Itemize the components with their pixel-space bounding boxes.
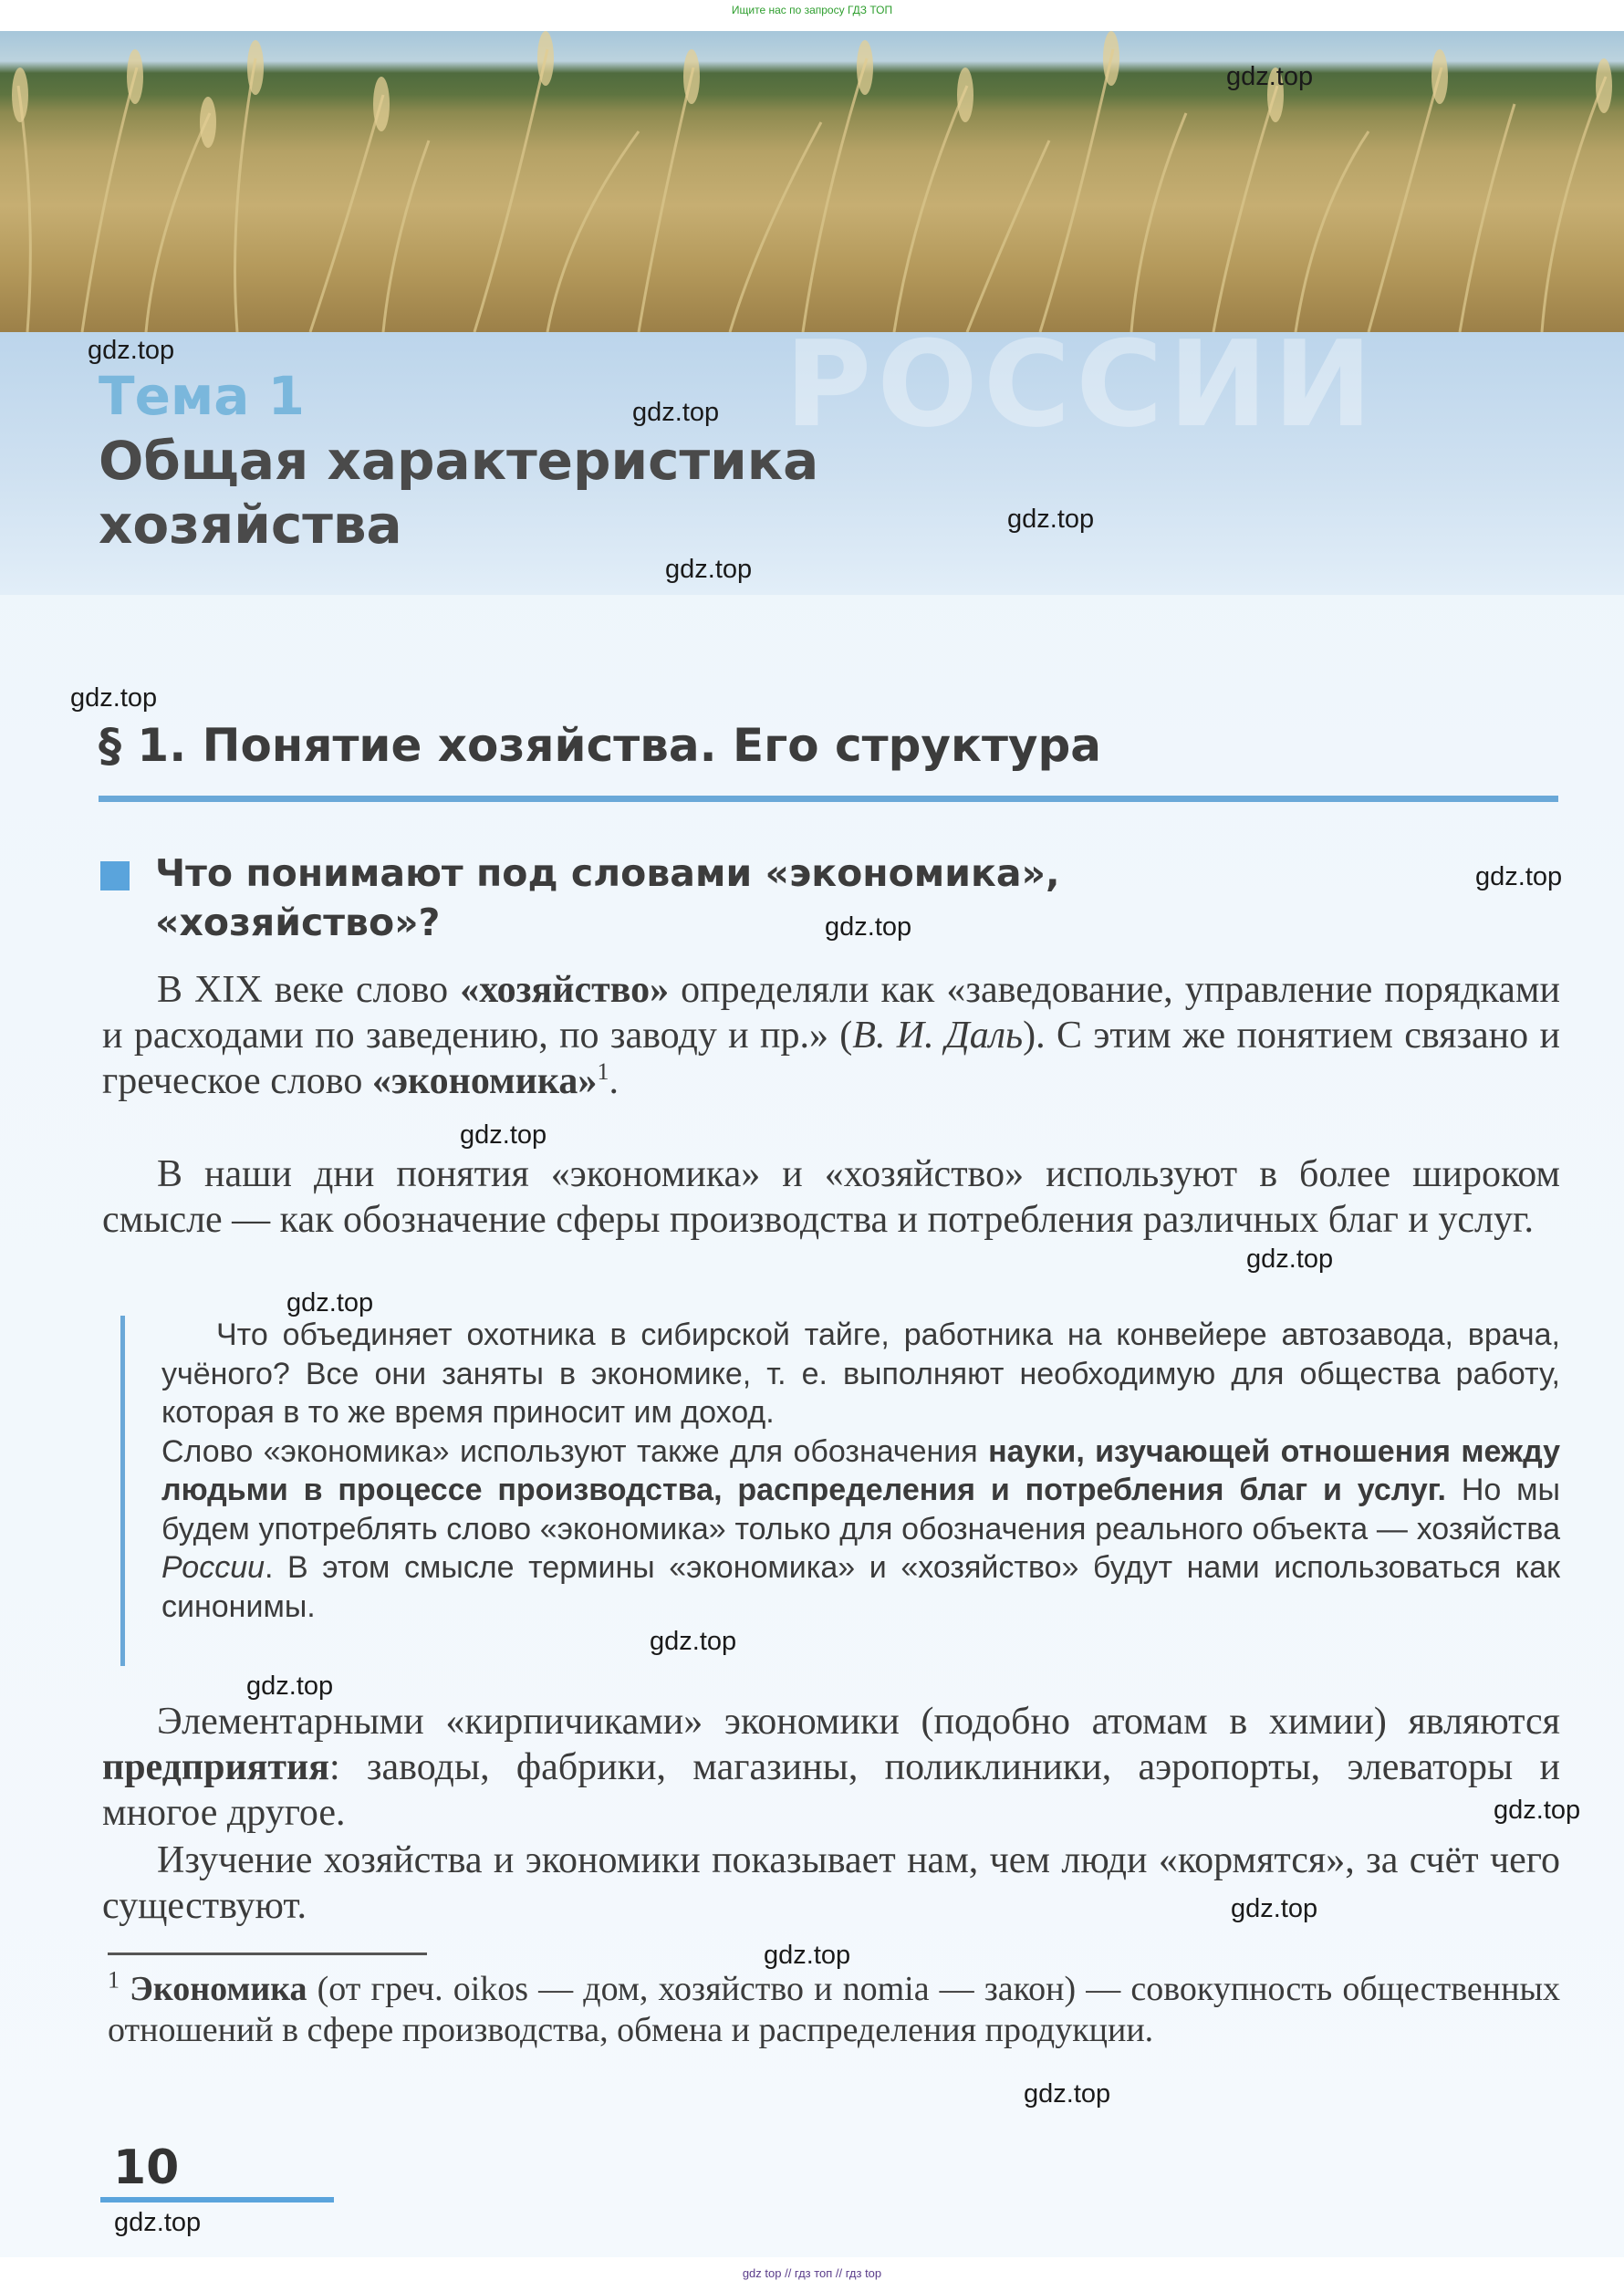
wheat-field-image [0,31,1624,332]
footnote-marker: 1 [597,1058,609,1085]
watermark: gdz.top [1494,1796,1581,1825]
paragraph-2: В наши дни понятия «экономика» и «хозяйство» используют в более широком смысле — как обозначение сферы производства и потребления различных благ и услуг. [102,1153,1560,1241]
watermark: gdz.top [1231,1894,1318,1923]
paragraph-heading: § 1. Понятие хозяйства. Его структура [99,719,1102,772]
watermark: gdz.top [1024,2079,1111,2109]
page-number: 10 [113,2140,180,2195]
watermark: gdz.top [1226,62,1314,91]
info-box-paragraph-1: Что объединяет охотника в сибирской тайге, работника на конвейере автозавода, врача, учёного? Все они заняты в экономике, т. е. выполняют необходимую для общества работу, которая в то же время приносит им доход. [161,1317,1560,1430]
watermark: gdz.top [460,1120,547,1150]
watermark: gdz.top [114,2208,202,2237]
footnote: $^1$ Экономика (от греч. oikos — дом, хозяйство и nomia — закон) — совокупность общественных отношений в сфере производства, обмена и распределения продукции. [108,1966,1561,2049]
background-ghost-text: РОССИИ [785,315,1379,453]
watermark: gdz.top [246,1671,334,1701]
footnote-separator [108,1953,427,1955]
info-box-paragraph-2: Слово «экономика» используют также для обозначения науки, изучающей отношения между людьми в процессе производства, распределения и потребления благ и услуг. Но мы будем употреблять слово «экономика» только для обозначения реального объекта — хозяйства России. В этом смысле термины «экономика» и «хозяйство» будут нами использоваться как синонимы. [161,1433,1560,1624]
watermark: gdz.top [825,912,912,942]
paragraph-1: В XIX веке слово «хозяйство» определяли как «заведование, управление порядками и расходами по заведению, по заводу и пр.» (В. И. Даль). С этим же понятием связано и греческое слово «экономика»$^1$. [102,969,1560,1102]
paragraph-4: Изучение хозяйства и экономики показывает нам, чем люди «кормятся», за счёт чего существуют. [102,1839,1560,1927]
watermark: gdz.top [1007,505,1095,534]
watermark: gdz.top [1246,1244,1334,1274]
page-number-underline [100,2197,334,2202]
watermark: gdz.top [764,1941,851,1970]
top-search-note: Ищите нас по запросу ГДЗ ТОП [731,4,893,16]
topic-title: Общая характеристика хозяйства [99,430,819,556]
bottom-note: gdz top // гдз топ // гдз top [742,2266,882,2280]
watermark: gdz.top [286,1288,374,1317]
info-box [120,1316,1560,1666]
watermark: gdz.top [665,555,753,584]
watermark: gdz.top [88,336,175,365]
paragraph-3: Элементарными «кирпичиками» экономики (подобно атомам в химии) являются предприятия: заводы, фабрики, магазины, поликлиники, аэропорты, элеваторы и многое другое. [102,1701,1560,1834]
watermark: gdz.top [70,683,158,713]
topic-number: Тема 1 [99,365,305,427]
question-heading: Что понимают под словами «экономика», «хозяйство»? [155,851,1060,944]
heading-underline [99,796,1558,802]
square-bullet-icon [100,861,130,890]
watermark: gdz.top [632,398,720,427]
watermark: gdz.top [650,1627,737,1656]
wheat-field-banner [0,31,1624,332]
watermark: gdz.top [1475,862,1563,891]
